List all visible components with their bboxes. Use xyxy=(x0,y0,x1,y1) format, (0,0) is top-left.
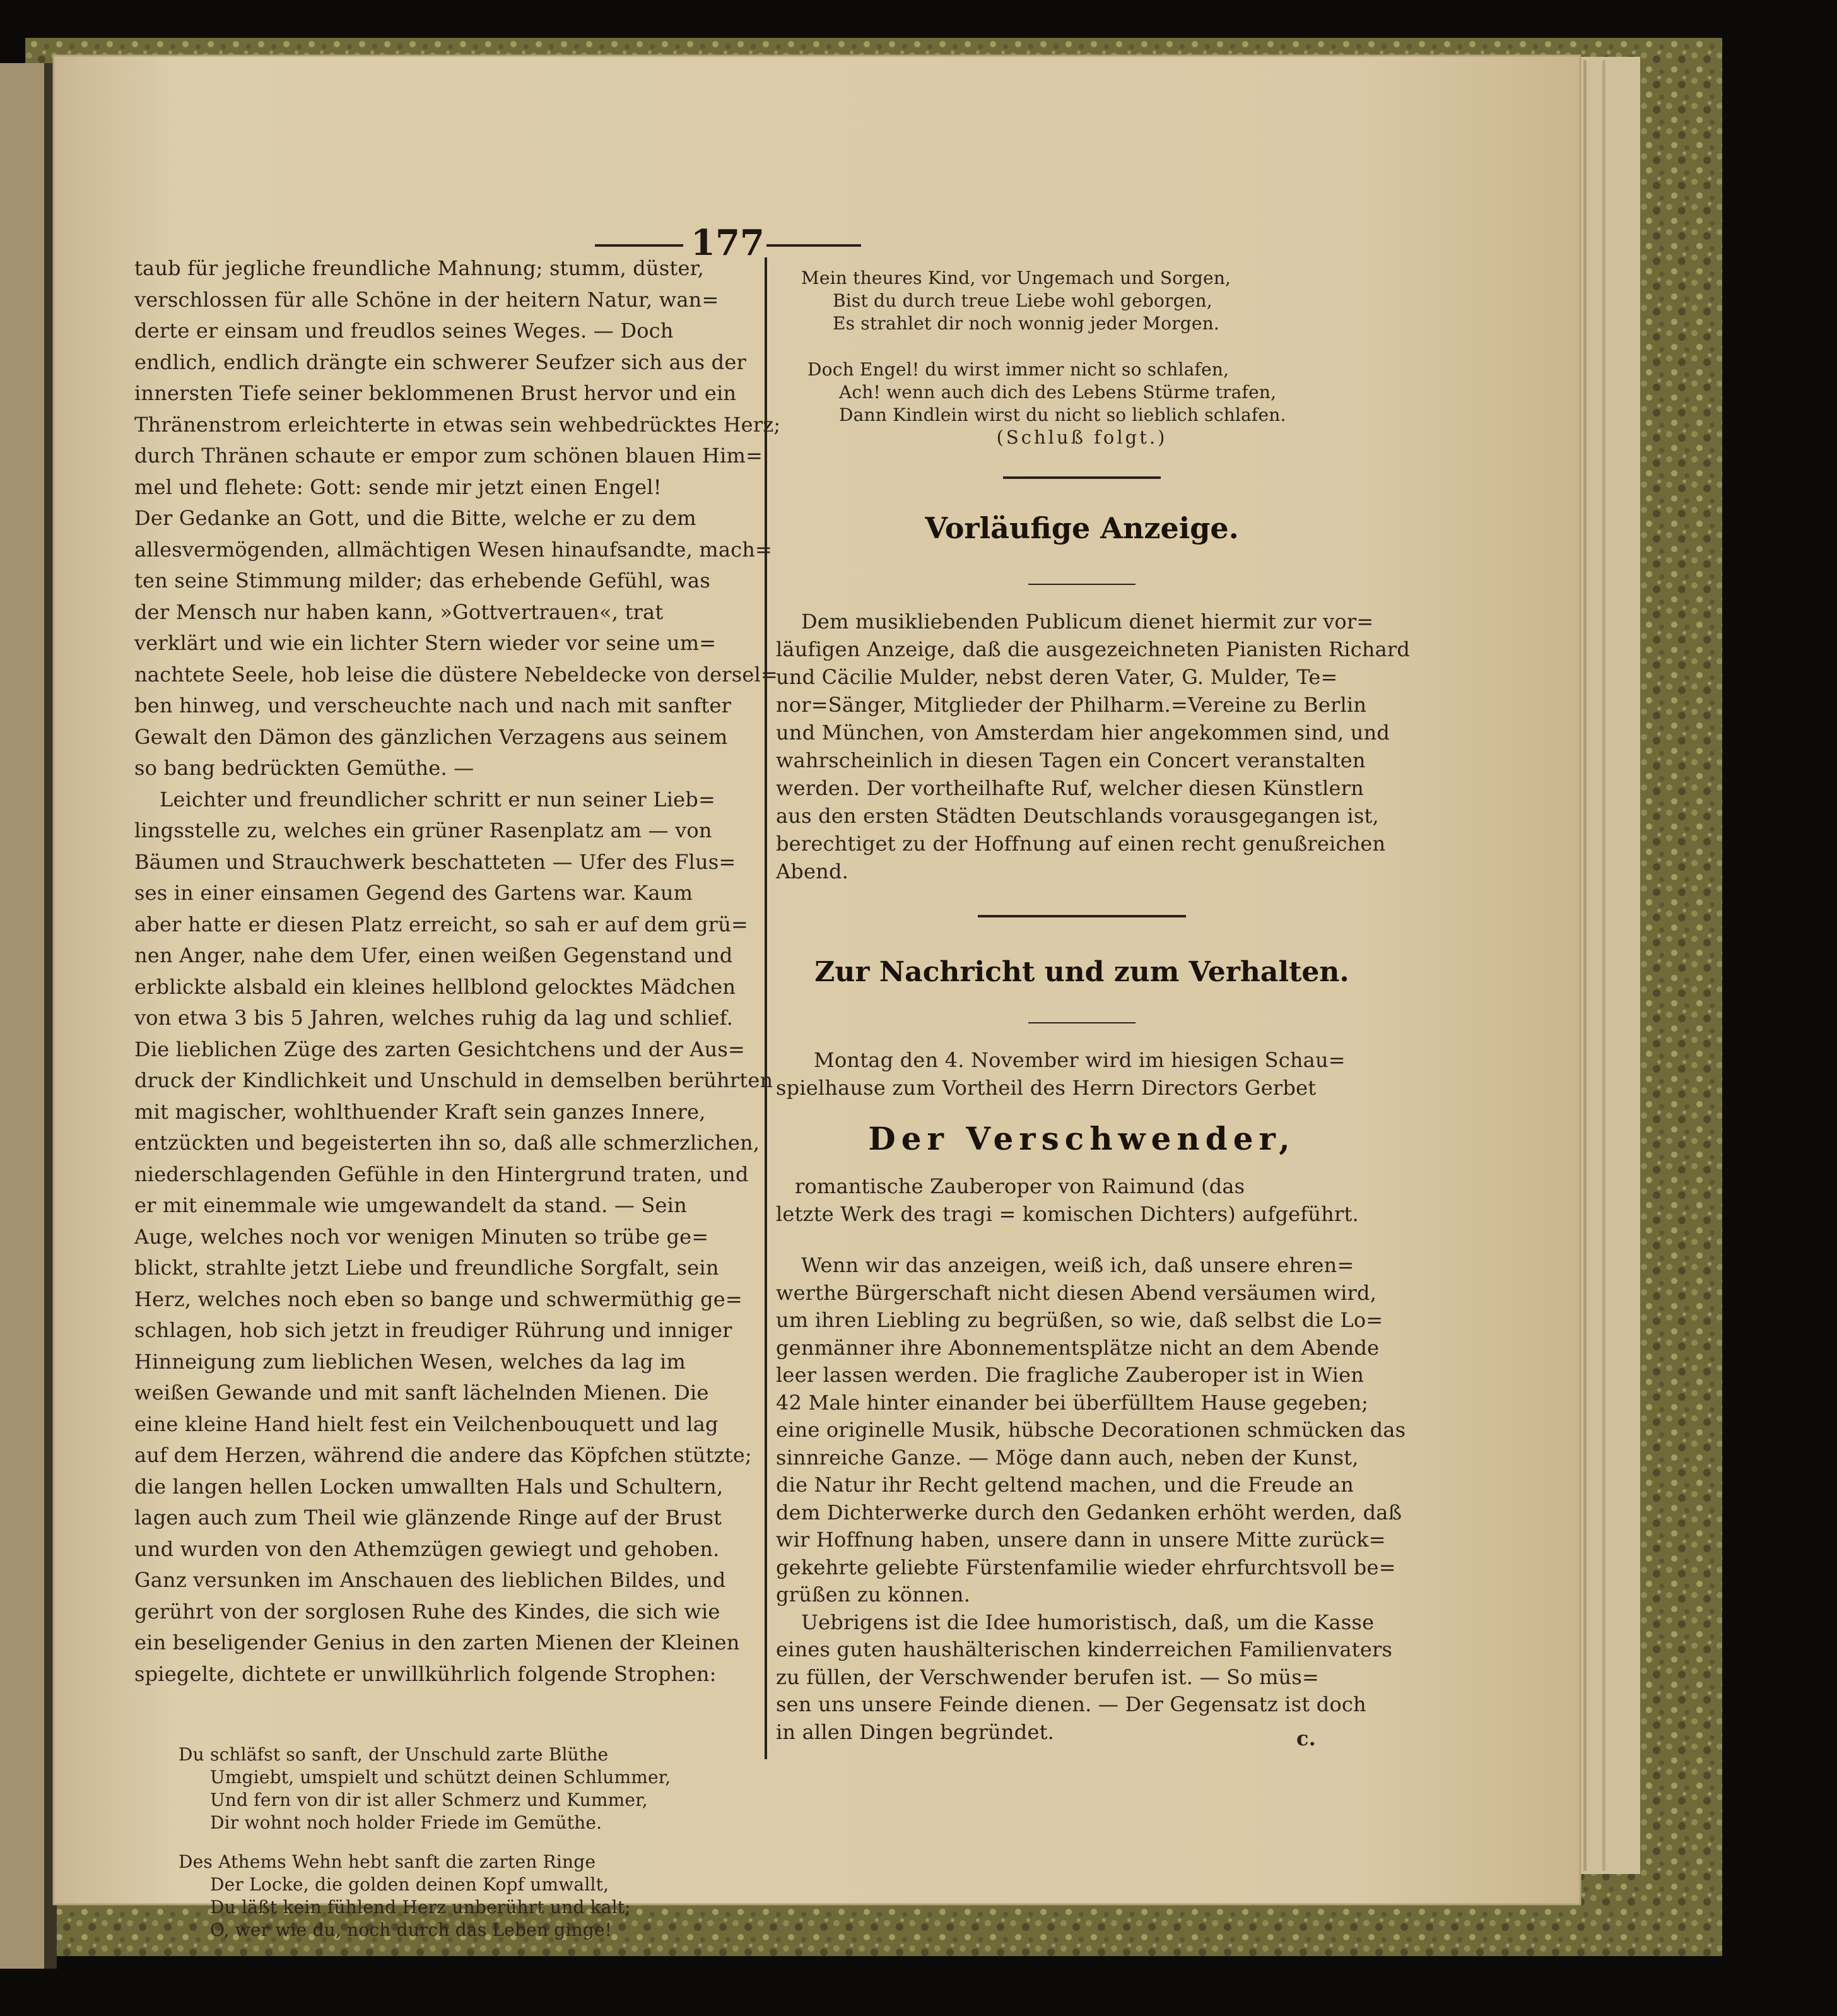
left-page-sliver xyxy=(0,63,50,1969)
body-line: sen uns unsere Feinde dienen. — Der Gegensatz ist doch xyxy=(776,1692,1366,1716)
body-line: wir Hoffnung haben, unsere dann in unsere Mitte zurück= xyxy=(776,1528,1386,1552)
prose-line: Thränenstrom erleichterte in etwas sein wehbedrücktes Herz; xyxy=(134,412,781,437)
column-divider xyxy=(765,257,767,1759)
prose-line: allesvermögenden, allmächtigen Wesen hinaufsandte, mach= xyxy=(134,537,773,562)
verse-line: Ach! wenn auch dich des Lebens Stürme trafen, xyxy=(839,382,1277,403)
prose-line: mit magischer, wohlthuender Kraft sein ganzes Innere, xyxy=(134,1099,706,1124)
body-line: um ihren Liebling zu begrüßen, so wie, daß selbst die Lo= xyxy=(776,1308,1383,1332)
body-line: eines guten haushälterischen kinderreichen Familienvaters xyxy=(776,1637,1393,1661)
prose-line: erblickte alsbald ein kleines hellblond gelocktes Mädchen xyxy=(134,974,736,999)
prose-line: auf dem Herzen, während die andere das Köpfchen stützte; xyxy=(134,1443,752,1467)
notice-line: aus den ersten Städten Deutschlands vorausgegangen ist, xyxy=(776,804,1379,828)
section-rule xyxy=(1003,476,1161,479)
prose-line: nachtete Seele, hob leise die düstere Nebeldecke von dersel= xyxy=(134,662,778,687)
intro-line: Montag den 4. November wird im hiesigen Schau= xyxy=(814,1048,1346,1072)
prose-line: Hinneigung zum lieblichen Wesen, welches da lag im xyxy=(134,1349,686,1374)
notice-line: wahrscheinlich in diesen Tagen ein Concert veranstalten xyxy=(776,748,1366,772)
prose-line: schlagen, hob sich jetzt in freudiger Rührung und inniger xyxy=(134,1318,732,1342)
body-line: eine originelle Musik, hübsche Decorationen schmücken das xyxy=(776,1418,1406,1442)
body-line: Uebrigens ist die Idee humoristisch, daß, um die Kasse xyxy=(801,1610,1375,1634)
prose-line: lingsstelle zu, welches ein grüner Rasenplatz am — von xyxy=(134,818,712,842)
notice-line: und München, von Amsterdam hier angekommen sind, und xyxy=(776,721,1390,745)
verse-line: Es strahlet dir noch wonnig jeder Morgen. xyxy=(833,313,1220,334)
verse-line: Dann Kindlein wirst du nicht so lieblich schlafen. xyxy=(839,404,1286,425)
folio-rule-right xyxy=(766,244,861,247)
prose-line: Die lieblichen Züge des zarten Gesichtchens und der Aus= xyxy=(134,1037,746,1061)
verse-line: Du läßt kein fühlend Herz unberührt und kalt; xyxy=(210,1897,631,1918)
prose-line: und wurden von den Athemzügen gewiegt und gehoben. xyxy=(134,1536,720,1561)
notice-line: läufigen Anzeige, daß die ausgezeichneten Pianisten Richard xyxy=(776,637,1411,661)
prose-line: Der Gedanke an Gott, und die Bitte, welche er zu dem xyxy=(134,506,696,530)
prose-line: niederschlagenden Gefühle in den Hintergrund traten, und xyxy=(134,1162,749,1186)
body-line: genmänner ihre Abonnementsplätze nicht an dem Abende xyxy=(776,1335,1380,1360)
notice-line: nor=Sänger, Mitglieder der Philharm.=Vereine zu Berlin xyxy=(776,693,1367,717)
prose-line: entzückten und begeisterten ihn so, daß alle schmerzlichen, xyxy=(134,1131,760,1155)
prose-line: druck der Kindlichkeit und Unschuld in demselben berührten xyxy=(134,1068,773,1092)
body-line: sinnreiche Ganze. — Möge dann auch, neben der Kunst, xyxy=(776,1445,1359,1470)
prose-line: durch Thränen schaute er empor zum schönen blauen Him= xyxy=(134,444,763,468)
prose-line: Bäumen und Strauchwerk beschatteten — Ufer des Flus= xyxy=(134,849,736,874)
prose-line: nen Anger, nahe dem Ufer, einen weißen Gegenstand und xyxy=(134,943,733,967)
prose-line: verklärt und wie ein lichter Stern wieder vor seine um= xyxy=(134,631,717,655)
play-title: Der Verschwender, xyxy=(868,1120,1296,1157)
body-line: Wenn wir das anzeigen, weiß ich, daß unsere ehren= xyxy=(801,1253,1354,1277)
prose-line: gerührt von der sorglosen Ruhe des Kindes, die sich wie xyxy=(134,1599,720,1624)
body-line: gekehrte geliebte Fürstenfamilie wieder ehrfurchtsvoll be= xyxy=(776,1555,1396,1579)
prose-line: die langen hellen Locken umwallten Hals und Schultern, xyxy=(134,1474,724,1499)
prose-line: spiegelte, dichtete er unwillkührlich folgende Strophen: xyxy=(134,1661,717,1686)
prose-line: innersten Tiefe seiner beklommenen Brust hervor und ein xyxy=(134,381,737,405)
verse-line: Dir wohnt noch holder Friede im Gemüthe. xyxy=(210,1812,602,1833)
verse-line: Doch Engel! du wirst immer nicht so schlafen, xyxy=(807,359,1230,380)
notice-heading: Vorläufige Anzeige. xyxy=(925,511,1239,545)
prose-line: mel und flehete: Gott: sende mir jetzt einen Engel! xyxy=(134,475,662,499)
verse-line: Umgiebt, umspielt und schützt deinen Schlummer, xyxy=(210,1767,671,1788)
verse-line: Mein theures Kind, vor Ungemach und Sorgen, xyxy=(801,268,1231,288)
prose-line: ben hinweg, und verscheuchte nach und nach mit sanfter xyxy=(134,693,732,717)
prose-line: Gewalt den Dämon des gänzlichen Verzagens aus seinem xyxy=(134,724,728,749)
body-line: die Natur ihr Recht geltend machen, und die Freude an xyxy=(776,1473,1354,1497)
intro-line: spielhause zum Vortheil des Herrn Directors Gerbet xyxy=(776,1076,1317,1100)
verse-line: Des Athems Wehn hebt sanft die zarten Ringe xyxy=(179,1851,596,1872)
verse-line: Bist du durch treue Liebe wohl geborgen, xyxy=(833,290,1212,311)
prose-line: so bang bedrückten Gemüthe. — xyxy=(134,756,474,780)
section-heading-rule xyxy=(1028,1022,1136,1023)
prose-line: von etwa 3 bis 5 Jahren, welches ruhig da lag und schlief. xyxy=(134,1006,734,1030)
prose-line: ein beseligender Genius in den zarten Mienen der Kleinen xyxy=(134,1630,740,1654)
prose-line: verschlossen für alle Schöne in der heitern Natur, wan= xyxy=(134,287,719,312)
verse-line: O, wer wie du, noch durch das Leben ginge! xyxy=(210,1919,613,1940)
prose-line: endlich, endlich drängte ein schwerer Seufzer sich aus der xyxy=(134,350,746,374)
body-line: dem Dichterwerke durch den Gedanken erhöht werden, daß xyxy=(776,1500,1402,1524)
notice-rule xyxy=(1028,584,1136,585)
prose-line: taub für jegliche freundliche Mahnung; stumm, düster, xyxy=(134,256,704,280)
folio-rule-left xyxy=(595,244,683,247)
prose-line: aber hatte er diesen Platz erreicht, so sah er auf dem grü= xyxy=(134,912,749,936)
body-line: zu füllen, der Verschwender berufen ist. — So müs= xyxy=(776,1665,1319,1689)
prose-line: er mit einemmale wie umgewandelt da stand. — Sein xyxy=(134,1193,687,1217)
section-heading: Zur Nachricht und zum Verhalten. xyxy=(814,956,1349,988)
body-line: 42 Male hinter einander bei überfülltem Hause gegeben; xyxy=(776,1390,1369,1415)
body-line: werthe Bürgerschaft nicht diesen Abend versäumen wird, xyxy=(776,1280,1377,1305)
prose-line: weißen Gewande und mit sanft lächelnden Mienen. Die xyxy=(134,1381,709,1405)
prose-line: lagen auch zum Theil wie glänzende Ringe auf der Brust xyxy=(134,1506,722,1530)
prose-line: Auge, welches noch vor wenigen Minuten so trübe ge= xyxy=(134,1224,709,1249)
prose-line: blickt, strahlte jetzt Liebe und freundliche Sorgfalt, sein xyxy=(134,1256,719,1280)
notice-line: und Cäcilie Mulder, nebst deren Vater, G. Mulder, Te= xyxy=(776,665,1338,689)
verse-line: Und fern von dir ist aller Schmerz und Kummer, xyxy=(210,1789,648,1810)
prose-line: Herz, welches noch eben so bange und schwermüthig ge= xyxy=(134,1287,742,1311)
prose-line: eine kleine Hand hielt fest ein Veilchenbouquett und lag xyxy=(134,1412,719,1436)
body-line: grüßen zu können. xyxy=(776,1583,971,1606)
author-signature: c. xyxy=(1296,1726,1317,1750)
notice-line: werden. Der vortheilhafte Ruf, welcher diesen Künstlern xyxy=(776,776,1364,800)
prose-line: Leichter und freundlicher schritt er nun seiner Lieb= xyxy=(160,787,715,811)
play-line: romantische Zauberoper von Raimund (das xyxy=(795,1174,1245,1198)
verse-line: Du schläfst so sanft, der Unschuld zarte Blüthe xyxy=(179,1744,609,1765)
notice-line: Abend. xyxy=(776,859,848,883)
prose-line: ses in einer einsamen Gegend des Gartens war. Kaum xyxy=(134,881,693,905)
prose-line: derte er einsam und freudlos seines Weges. — Doch xyxy=(134,319,674,343)
prose-line: Ganz versunken im Anschauen des lieblichen Bildes, und xyxy=(134,1568,726,1592)
prose-line: der Mensch nur haben kann, »Gottvertrauen«, trat xyxy=(134,599,664,624)
page-number: 177 xyxy=(691,222,765,264)
body-line: leer lassen werden. Die fragliche Zauberoper ist in Wien xyxy=(776,1363,1365,1387)
notice-line: berechtiget zu der Hoffnung auf einen recht genußreichen xyxy=(776,832,1386,856)
to-be-continued: (Schluß folgt.) xyxy=(996,427,1168,448)
prose-line: ten seine Stimmung milder; das erhebende Gefühl, was xyxy=(134,569,710,592)
body-line: in allen Dingen begründet. xyxy=(776,1719,1055,1744)
verse-line: Der Locke, die golden deinen Kopf umwallt, xyxy=(210,1874,609,1895)
notice-line: Dem musikliebenden Publicum dienet hiermit zur vor= xyxy=(801,610,1374,634)
section-rule-2 xyxy=(978,915,1186,917)
play-line: letzte Werk des tragi = komischen Dichters) aufgeführt. xyxy=(776,1202,1359,1226)
